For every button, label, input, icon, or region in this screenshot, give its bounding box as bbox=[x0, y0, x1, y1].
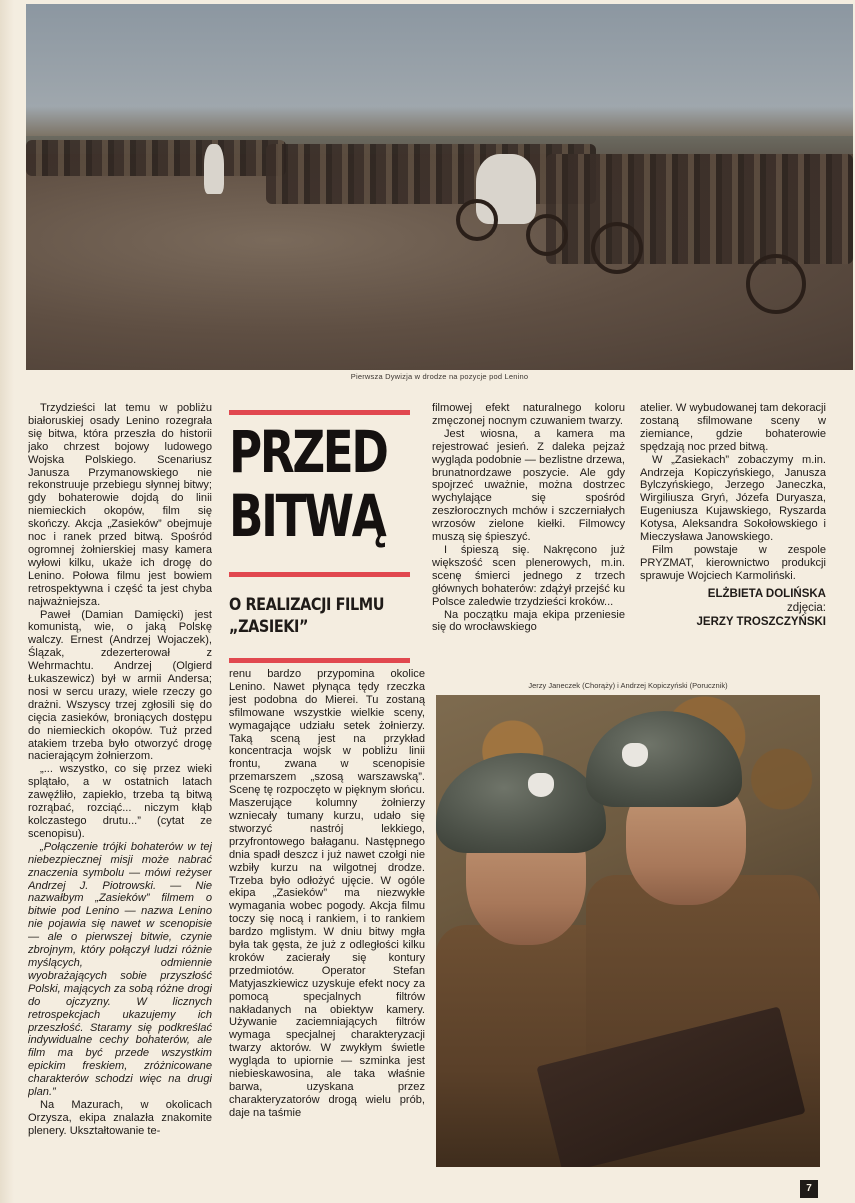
article-paragraph: filmowej efekt naturalnego koloru zmęczonej nocnym czuwaniem twarzy. bbox=[432, 402, 625, 427]
eagle-emblem-icon bbox=[528, 773, 554, 797]
headline-block bbox=[229, 402, 425, 664]
top-photo-caption: Pierwsza Dywizja w drodze na pozycje pod Lenino bbox=[350, 372, 529, 381]
article-paragraph: atelier. W wybudowanej tam dekoracji zostaną sfilmowane sceny w ziemiance, gdzie bohaterowie spędzają noc przed bitwą. bbox=[640, 402, 826, 453]
page-number: 7 bbox=[800, 1180, 818, 1198]
article-paragraph: „... wszystko, co się przez wieki splątało, a w ostatnich latach zawęźliło, zapiekło, trzeba tą bitwą rozrąbać, rozciąć... niczym kłąb kolczastego drutu...” (cytat ze scenopisu). bbox=[28, 763, 212, 840]
photo-wagon-wheel bbox=[456, 199, 498, 241]
article-credits bbox=[640, 587, 826, 629]
photo-wagon-wheel bbox=[591, 222, 643, 274]
top-photo-army-column bbox=[26, 4, 853, 370]
photo-wagon-wheel bbox=[526, 214, 568, 256]
article-subtitle-line: O REALIZACJI FILMU bbox=[229, 595, 385, 615]
article-title-line: PRZED bbox=[229, 418, 387, 486]
article-paragraph: Na początku maja ekipa przeniesie się do wrocławskiego bbox=[432, 608, 625, 634]
photo-white-horse bbox=[204, 144, 224, 194]
article-subtitle bbox=[229, 594, 391, 638]
article-paragraph: Na Mazurach, w okolicach Orzysza, ekipa znalazła znakomite plenery. Ukształtowanie te- bbox=[28, 1098, 212, 1137]
red-rule-top bbox=[229, 410, 410, 415]
article-column-2 bbox=[229, 668, 425, 1198]
photo-wagon-wheel bbox=[746, 254, 806, 314]
author-name: ELŻBIETA DOLIŃSKA bbox=[707, 587, 826, 600]
photographer-name: JERZY TROSZCZYŃSKI bbox=[696, 615, 826, 628]
article-paragraph: W „Zasiekach” zobaczymy m.in. Andrzeja Kopiczyńskiego, Janusza Bylczyńskiego, Jerzego Janeczka, Wirgiliusza Gryń, Józefa Duryasza, Eugeniusza Kujawskiego, Ryszarda Kotysa, Aleksandra Sokołowskiego i Mieczysława Janowskiego. bbox=[640, 453, 826, 544]
red-rule-middle bbox=[229, 572, 410, 577]
article-paragraph-quote: „Połączenie trójki bohaterów w tej niebezpiecznej misji może nabrać znaczenia symbolu — mówi reżyser Andrzej J. Piotrowski. — Nie nazwałbym „Zasieków” filmem o bitwie pod Lenino — nazwa Lenino nie pojawia się nawet w scenopisie — ale o pierwszej bitwie, czynie zbrojnym, który połączył ludzi różnie myślących, odmiennie wyobrażających sobie przyszłość Polski, mających za sobą różne drogi do ojczyzny. W licznych retrospekcjach ukazujemy ich przeszłość. Staramy się podkreślać indywidualne cechy bohaterów, ale film ma być przede wszystkim epickim freskiem, zróżnicowane charakterów schodzi więc na drugi plan.” bbox=[28, 840, 212, 1099]
article-paragraph: Film powstaje w zespole PRYZMAT, kierownictwo produkcji sprawuje Wojciech Karmoliński. bbox=[640, 543, 826, 582]
article-column-3 bbox=[432, 402, 625, 672]
page-edge bbox=[0, 0, 14, 1203]
article-paragraph: I śpieszą się. Nakręcono już większość scen plenerowych, m.in. scenę śmierci jednego z trzech głównych bohaterów: zdążył przejść ku Polsce zaledwie trzydzieści kroków... bbox=[432, 543, 625, 608]
article-paragraph: Trzydzieści lat temu w pobliżu białoruskiej osady Lenino rozegrała się bitwa, która przeszła do historii jako chrzest bojowy ludowego Wojska Polskiego. Scenariusz Janusza Przymanowskiego nie rekonstruuje przebiegu słynnej bitwy; gdy bohaterowie dojdą do linii niemieckich okopów, film się skończy. Akcja „Zasieków” obejmuje noc i ranek przed bitwą. Spośród ogromnej żołnierskiej masy kamera wyłowi kilku, ukaże ich drogę do Lenino. Połowa filmu jest bowiem retrospektywna i część ta jest chyba najważniejsza. bbox=[28, 402, 212, 608]
bottom-photo-caption: Jerzy Janeczek (Chorąży) i Andrzej Kopiczyński (Porucznik) bbox=[528, 681, 728, 690]
photo-marching-column bbox=[26, 140, 286, 176]
photos-label: zdjęcia: bbox=[787, 601, 826, 614]
bottom-photo-soldiers bbox=[436, 695, 820, 1167]
article-column-1 bbox=[28, 402, 212, 1197]
article-paragraph: renu bardzo przypomina okolice Lenino. Nawet płynąca tędy rzeczka jest podobna do Mierei. Tu zostaną sfilmowane wszystkie wielkie sceny, wymagające udziału setek żołnierzy. Taką sceną jest na przykład koncentracja wojsk w pobliżu linii frontu, zwana w scenopisie przemarszem „szosą warszawską”. Scenę tę rozpoczęto w pięknym słońcu. Maszerujące kolumny żołnierzy wzniecały tumany kurzu, udało się stworzyć nastrój lekkiego, przyfrontowego bałaganu. Następnego dnia spadł deszcz i już nawet czołgi nie wzbiły kurzu na wilgotnej drodze. Trzeba było odłożyć ujęcie. W ogóle ekipa „Zasieków” ma niezwykłe wymagania wobec pogody. Akcja filmu toczy się nocą i rankiem, i to rankiem bardzo mglistym. W dniu bitwy mgła była tak gęsta, że już z odległości kilku kroków zacierały się kontury przedmiotów. Operator Stefan Matyjaszkiewicz uzyskuje efekt nocy za pomocą specjalnych filtrów nakładanych na obiektyw kamery. Używanie zaciemniających filtrów wymaga specjalnej charakteryzacji twarzy aktorów. W zwykłym świetle wygląda to upiornie — szminka jest niebieskawosina, ale taka właśnie barwa, uzyskana przez charakteryzatorów drogą wielu prób, daje na taśmie bbox=[229, 668, 425, 1119]
article-title-line: BITWĄ bbox=[229, 482, 385, 550]
article-column-4 bbox=[640, 402, 826, 672]
eagle-emblem-icon bbox=[622, 743, 648, 767]
article-title bbox=[229, 418, 387, 550]
red-rule-bottom bbox=[229, 658, 410, 663]
article-subtitle-line: „ZASIEKI” bbox=[229, 617, 309, 637]
article-paragraph: Paweł (Damian Damięcki) jest komunistą, wie, o jaką Polskę walczy. Ernest (Andrzej Wojaczek), Ślązak, zdezerterował z Wehrmachtu. Andrzej (Olgierd Łukaszewicz) był w armii Andersa; nosi w sercu urazy, wiele rzeczy go drażni. Wszyscy trzej zgłosili się do cięcia zasieków, broniących dostępu do niemieckich okopów. Tuż przed atakiem trzeba było otworzyć drogę nacierającym żołnierzom. bbox=[28, 608, 212, 763]
article-paragraph: Jest wiosna, a kamera ma rejestrować jesień. Z daleka pejzaż wygląda podobnie — bezlistne drzewa, brunatnordzawe poszycie. Ale gdy spojrzeć uważnie, można dostrzec wychylające się spośród zeszłorocznych mchów i szczerniałych wrzosów zielone kiełki. Filmowcy muszą się śpieszyć. bbox=[432, 427, 625, 544]
